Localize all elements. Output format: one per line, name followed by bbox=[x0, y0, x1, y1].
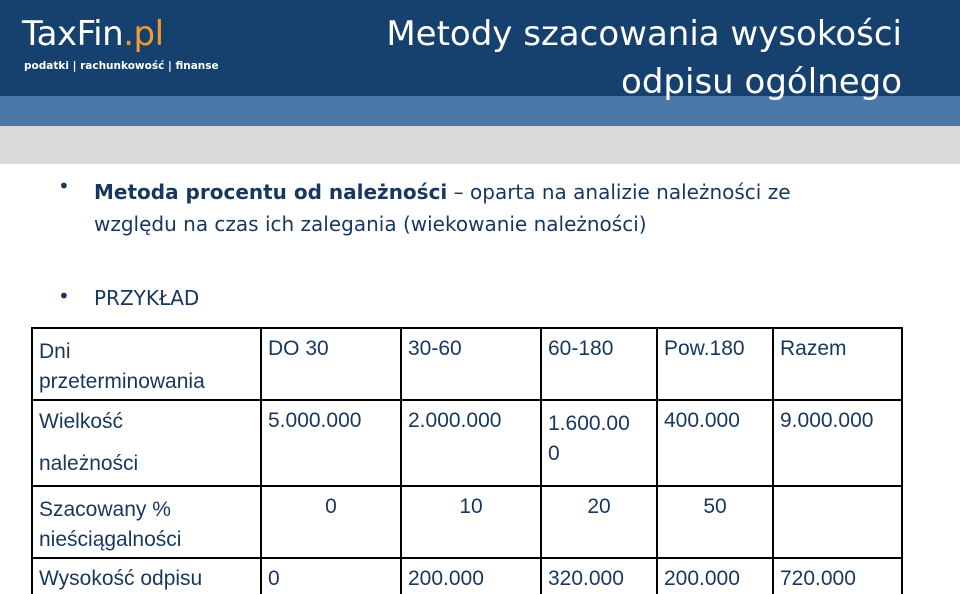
cell-text: 9.000.000 bbox=[780, 409, 874, 432]
table-cell bbox=[401, 400, 541, 486]
aging-table bbox=[31, 327, 903, 594]
bullet-dot-icon: • bbox=[58, 174, 70, 198]
cell-text: 400.000 bbox=[664, 409, 740, 432]
row-label-line: Wielkość bbox=[39, 410, 124, 433]
cell-text: 30-60 bbox=[408, 337, 462, 360]
table-cell bbox=[541, 486, 657, 558]
table-cell bbox=[541, 400, 657, 486]
row-label-line: Dni bbox=[39, 340, 71, 363]
table-cell bbox=[261, 328, 401, 400]
cell-text: 50 bbox=[703, 495, 727, 518]
slide-title bbox=[342, 10, 902, 106]
cell-text: 10 bbox=[459, 495, 483, 518]
table-cell bbox=[657, 486, 773, 558]
logo-tagline: podatki | rachunkowość | finanse bbox=[24, 60, 219, 72]
cell-text: 20 bbox=[587, 495, 611, 518]
row-label bbox=[32, 486, 261, 558]
row-label bbox=[32, 328, 261, 400]
row-label bbox=[32, 400, 261, 486]
cell-text: 0 bbox=[325, 495, 337, 518]
cell-text: 0 bbox=[548, 442, 560, 465]
bullet-dot-icon: • bbox=[58, 284, 70, 308]
row-label-line: Szacowany % bbox=[39, 498, 171, 521]
cell-text: 0 bbox=[268, 567, 280, 590]
cell-text: 200.000 bbox=[664, 567, 740, 590]
row-label-line: nieściągalności bbox=[39, 528, 182, 551]
table-cell bbox=[401, 486, 541, 558]
cell-text: 320.000 bbox=[548, 567, 624, 590]
title-line-2: odpisu ogólnego bbox=[621, 62, 902, 102]
table-cell bbox=[541, 558, 657, 594]
cell-text: 2.000.000 bbox=[408, 409, 502, 432]
table-cell bbox=[773, 400, 902, 486]
method-description: – oparta na analizie należności ze względu na czas ich zalegania (wiekowanie należności) bbox=[94, 180, 791, 236]
example-label: PRZYKŁAD bbox=[94, 286, 200, 310]
table-cell bbox=[773, 558, 902, 594]
bullet-text bbox=[94, 176, 834, 240]
table-cell bbox=[541, 328, 657, 400]
row-label bbox=[32, 558, 261, 594]
row-label-line: należności bbox=[39, 452, 139, 475]
cell-text: 60-180 bbox=[548, 337, 614, 360]
table-row-uncollectible-percent bbox=[32, 486, 902, 558]
table-cell bbox=[401, 558, 541, 594]
cell-text: Pow.180 bbox=[664, 337, 745, 360]
cell-text: 200.000 bbox=[408, 567, 484, 590]
taxfin-logo bbox=[22, 14, 219, 78]
cell-text: 1.600.00 bbox=[548, 412, 630, 435]
method-name: Metoda procentu od należności bbox=[94, 180, 448, 204]
table-cell bbox=[401, 328, 541, 400]
logo-wordmark: TaxFin.pl bbox=[22, 14, 164, 54]
table-cell bbox=[657, 328, 773, 400]
table-cell bbox=[261, 400, 401, 486]
title-line-1: Metody szacowania wysokości bbox=[386, 14, 902, 54]
table-row-receivables-amount bbox=[32, 400, 902, 486]
table-cell bbox=[773, 328, 902, 400]
cell-text: Razem bbox=[780, 337, 847, 360]
row-label-line: Wysokość odpisu bbox=[39, 567, 203, 590]
table-row-write-off-amount bbox=[32, 558, 902, 594]
table-row-days-overdue bbox=[32, 328, 902, 400]
table-cell bbox=[261, 486, 401, 558]
row-label-line: przeterminowania bbox=[39, 370, 205, 393]
table-cell bbox=[657, 558, 773, 594]
header-gray-band bbox=[0, 126, 960, 164]
cell-text: DO 30 bbox=[268, 337, 329, 360]
table-cell bbox=[773, 486, 902, 558]
cell-text: 720.000 bbox=[780, 567, 856, 590]
table-cell bbox=[657, 400, 773, 486]
cell-text: 5.000.000 bbox=[268, 409, 362, 432]
table-cell bbox=[261, 558, 401, 594]
